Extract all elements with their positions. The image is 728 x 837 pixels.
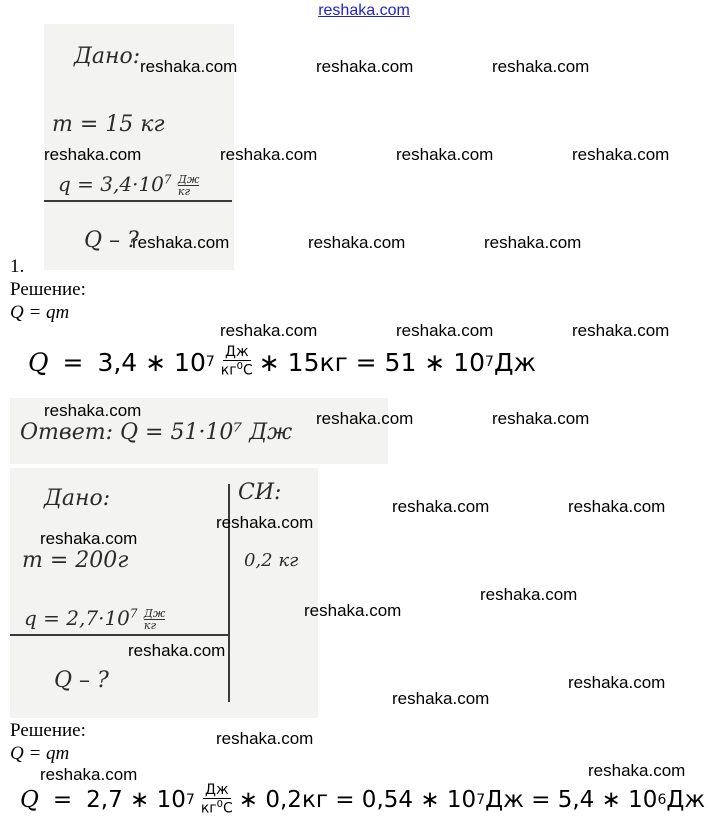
given-divider-2 (10, 634, 228, 636)
formula-text-2: Q = qm (10, 743, 70, 764)
answer-value: Ответ: Q = 51·10⁷ Дж (20, 420, 293, 445)
unit-fraction: $\frac{Дж}{кг^0С}$ (220, 343, 253, 379)
solution-label: Решение: (10, 279, 86, 300)
watermark: reshaka.com (216, 513, 314, 532)
watermark: reshaka.com (572, 145, 670, 164)
watermark: reshaka.com (40, 529, 138, 548)
unit-fraction-2: $\frac{Дж}{кг^0С}$ (200, 781, 233, 817)
formula-text: Q = qm (10, 302, 70, 323)
mass-value-2: m = 200г (22, 548, 129, 573)
watermark: reshaka.com (216, 729, 314, 748)
watermark: reshaka.com (480, 585, 578, 604)
watermark: reshaka.com (132, 233, 230, 252)
watermark: reshaka.com (220, 145, 318, 164)
watermark: reshaka.com (44, 145, 142, 164)
solution-label-2: Решение: (10, 720, 86, 741)
watermark: reshaka.com (492, 57, 590, 76)
problem2-given-image (10, 468, 318, 718)
watermark: reshaka.com (396, 321, 494, 340)
heat-value: $q = 3,4\cdot 10^7$ Дж кг (58, 172, 200, 198)
problem-number: 1. (10, 256, 25, 277)
watermark: reshaka.com (308, 233, 406, 252)
watermark: reshaka.com (128, 641, 226, 660)
heat-value-2: $q = 2,7\cdot 10^7$ Дж кг (24, 606, 166, 632)
given-label: Дано: (74, 44, 141, 69)
mass-value: m = 15 кг (52, 112, 165, 137)
watermark: reshaka.com (572, 321, 670, 340)
watermark: reshaka.com (392, 497, 490, 516)
watermark: reshaka.com (140, 57, 238, 76)
calculation-line: Q = 3,4 ∗ 10 7 $\frac{Дж}{кг^0С}$ ∗ 15кг = 51 ∗ 10 7 Дж (28, 343, 536, 379)
watermark: reshaka.com (396, 145, 494, 164)
watermark: reshaka.com (392, 689, 490, 708)
watermark: reshaka.com (220, 321, 318, 340)
watermark: reshaka.com (40, 765, 138, 784)
si-label: СИ: (238, 480, 282, 505)
watermark: reshaka.com (588, 761, 686, 780)
calculation-line-2: Q = 2,7 ∗ 10 7 $\frac{Дж}{кг^0С}$ ∗ 0,2кг = 0,54 ∗ 10 7 Дж = 5,4 ∗ 10 6 Дж (20, 781, 706, 817)
watermark: reshaka.com (568, 497, 666, 516)
find-value: Q – ? (84, 228, 139, 253)
given-label-2: Дано: (44, 486, 111, 511)
watermark: reshaka.com (316, 409, 414, 428)
watermark: reshaka.com (316, 57, 414, 76)
mass-si-value: 0,2 кг (244, 550, 299, 571)
watermark: reshaka.com (492, 409, 590, 428)
watermark: reshaka.com (44, 401, 142, 420)
watermark: reshaka.com (568, 673, 666, 692)
site-link[interactable]: reshaka.com (318, 2, 410, 19)
given-divider (44, 200, 232, 202)
watermark: reshaka.com (304, 601, 402, 620)
find-value-2: Q – ? (54, 668, 109, 693)
watermark: reshaka.com (484, 233, 582, 252)
